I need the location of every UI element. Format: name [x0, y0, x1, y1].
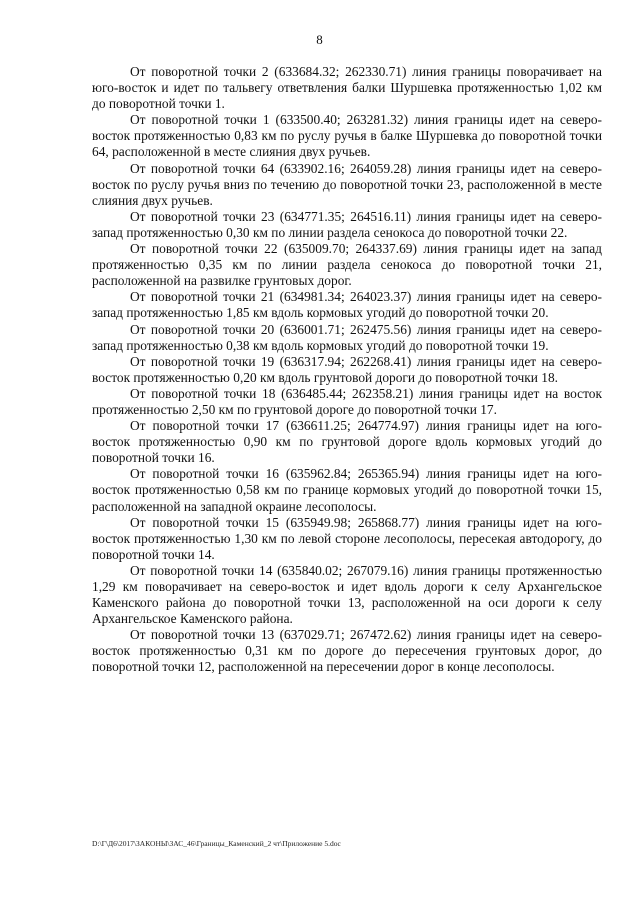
paragraph: От поворотной точки 1 (633500.40; 263281.32) линия границы идет на северо-восток протяженностью 0,83 км по руслу ручья в балке Шуршевка до поворотной точки 64, расположенной в месте слияния двух ручьев.: [92, 112, 602, 160]
paragraph: От поворотной точки 15 (635949.98; 265868.77) линия границы идет на юго-восток протяженностью 1,30 км по левой стороне лесополосы, пересекая автодорогу, до поворотной точки 14.: [92, 514, 602, 562]
paragraph: От поворотной точки 13 (637029.71; 267472.62) линия границы идет на северо-восток протяженностью 0,31 км по дороге до пересечения грунтовых дорог, до поворотной точки 12, расположенной на пересечении дорог в конце лесополосы.: [92, 627, 602, 675]
paragraph: От поворотной точки 17 (636611.25; 264774.97) линия границы идет на юго-восток протяженностью 0,90 км по грунтовой дороге вдоль кормовых угодий до поворотной точки 16.: [92, 418, 602, 466]
paragraph: От поворотной точки 23 (634771.35; 264516.11) линия границы идет на северо-запад протяженностью 0,30 км по линии раздела сенокоса до поворотной точки 22.: [92, 208, 602, 240]
page-number: 8: [316, 32, 323, 47]
paragraph: От поворотной точки 64 (633902.16; 264059.28) линия границы идет на северо-восток по руслу ручья вниз по течению до поворотной точки 23, расположенной в месте слияния двух ручьев.: [92, 160, 602, 208]
paragraph: От поворотной точки 14 (635840.02; 267079.16) линия границы протяженностью 1,29 км поворачивает на северо-восток и идет вдоль дороги к селу Архангельское Каменского района до поворотной точки 13, расположенной на оси дороги к селу Архангельское Каменского района.: [92, 562, 602, 627]
document-body: [92, 64, 602, 676]
footer-file-path: D:\Г\Д6\2017\ЗАКОНЫ\ЗАС_46\Границы_Каменский_2 чт\Приложение 5.doc: [92, 839, 341, 848]
paragraph: От поворотной точки 18 (636485.44; 262358.21) линия границы идет на восток протяженностью 2,50 км по грунтовой дороге до поворотной точки 17.: [92, 385, 602, 417]
paragraph: От поворотной точки 2 (633684.32; 262330.71) линия границы поворачивает на юго-восток и идет по тальвегу ответвления балки Шуршевка протяженностью 1,02 км до поворотной точки 1.: [92, 64, 602, 112]
paragraph: От поворотной точки 21 (634981.34; 264023.37) линия границы идет на северо-запад протяженностью 1,85 км вдоль кормовых угодий до поворотной точки 20.: [92, 289, 602, 321]
paragraph: От поворотной точки 19 (636317.94; 262268.41) линия границы идет на северо-восток протяженностью 0,20 км вдоль грунтовой дороги до поворотной точки 18.: [92, 353, 602, 385]
paragraph: От поворотной точки 20 (636001.71; 262475.56) линия границы идет на северо-запад протяженностью 0,38 км вдоль кормовых угодий до поворотной точки 19.: [92, 321, 602, 353]
paragraph: От поворотной точки 16 (635962.84; 265365.94) линия границы идет на юго-восток протяженностью 0,58 км по границе кормовых угодий до поворотной точки 15, расположенной на западной окраине лесополосы.: [92, 466, 602, 514]
paragraph: От поворотной точки 22 (635009.70; 264337.69) линия границы идет на запад протяженностью 0,35 км по линии раздела сенокоса до поворотной точки 21, расположенной на развилке грунтовых дорог.: [92, 241, 602, 289]
